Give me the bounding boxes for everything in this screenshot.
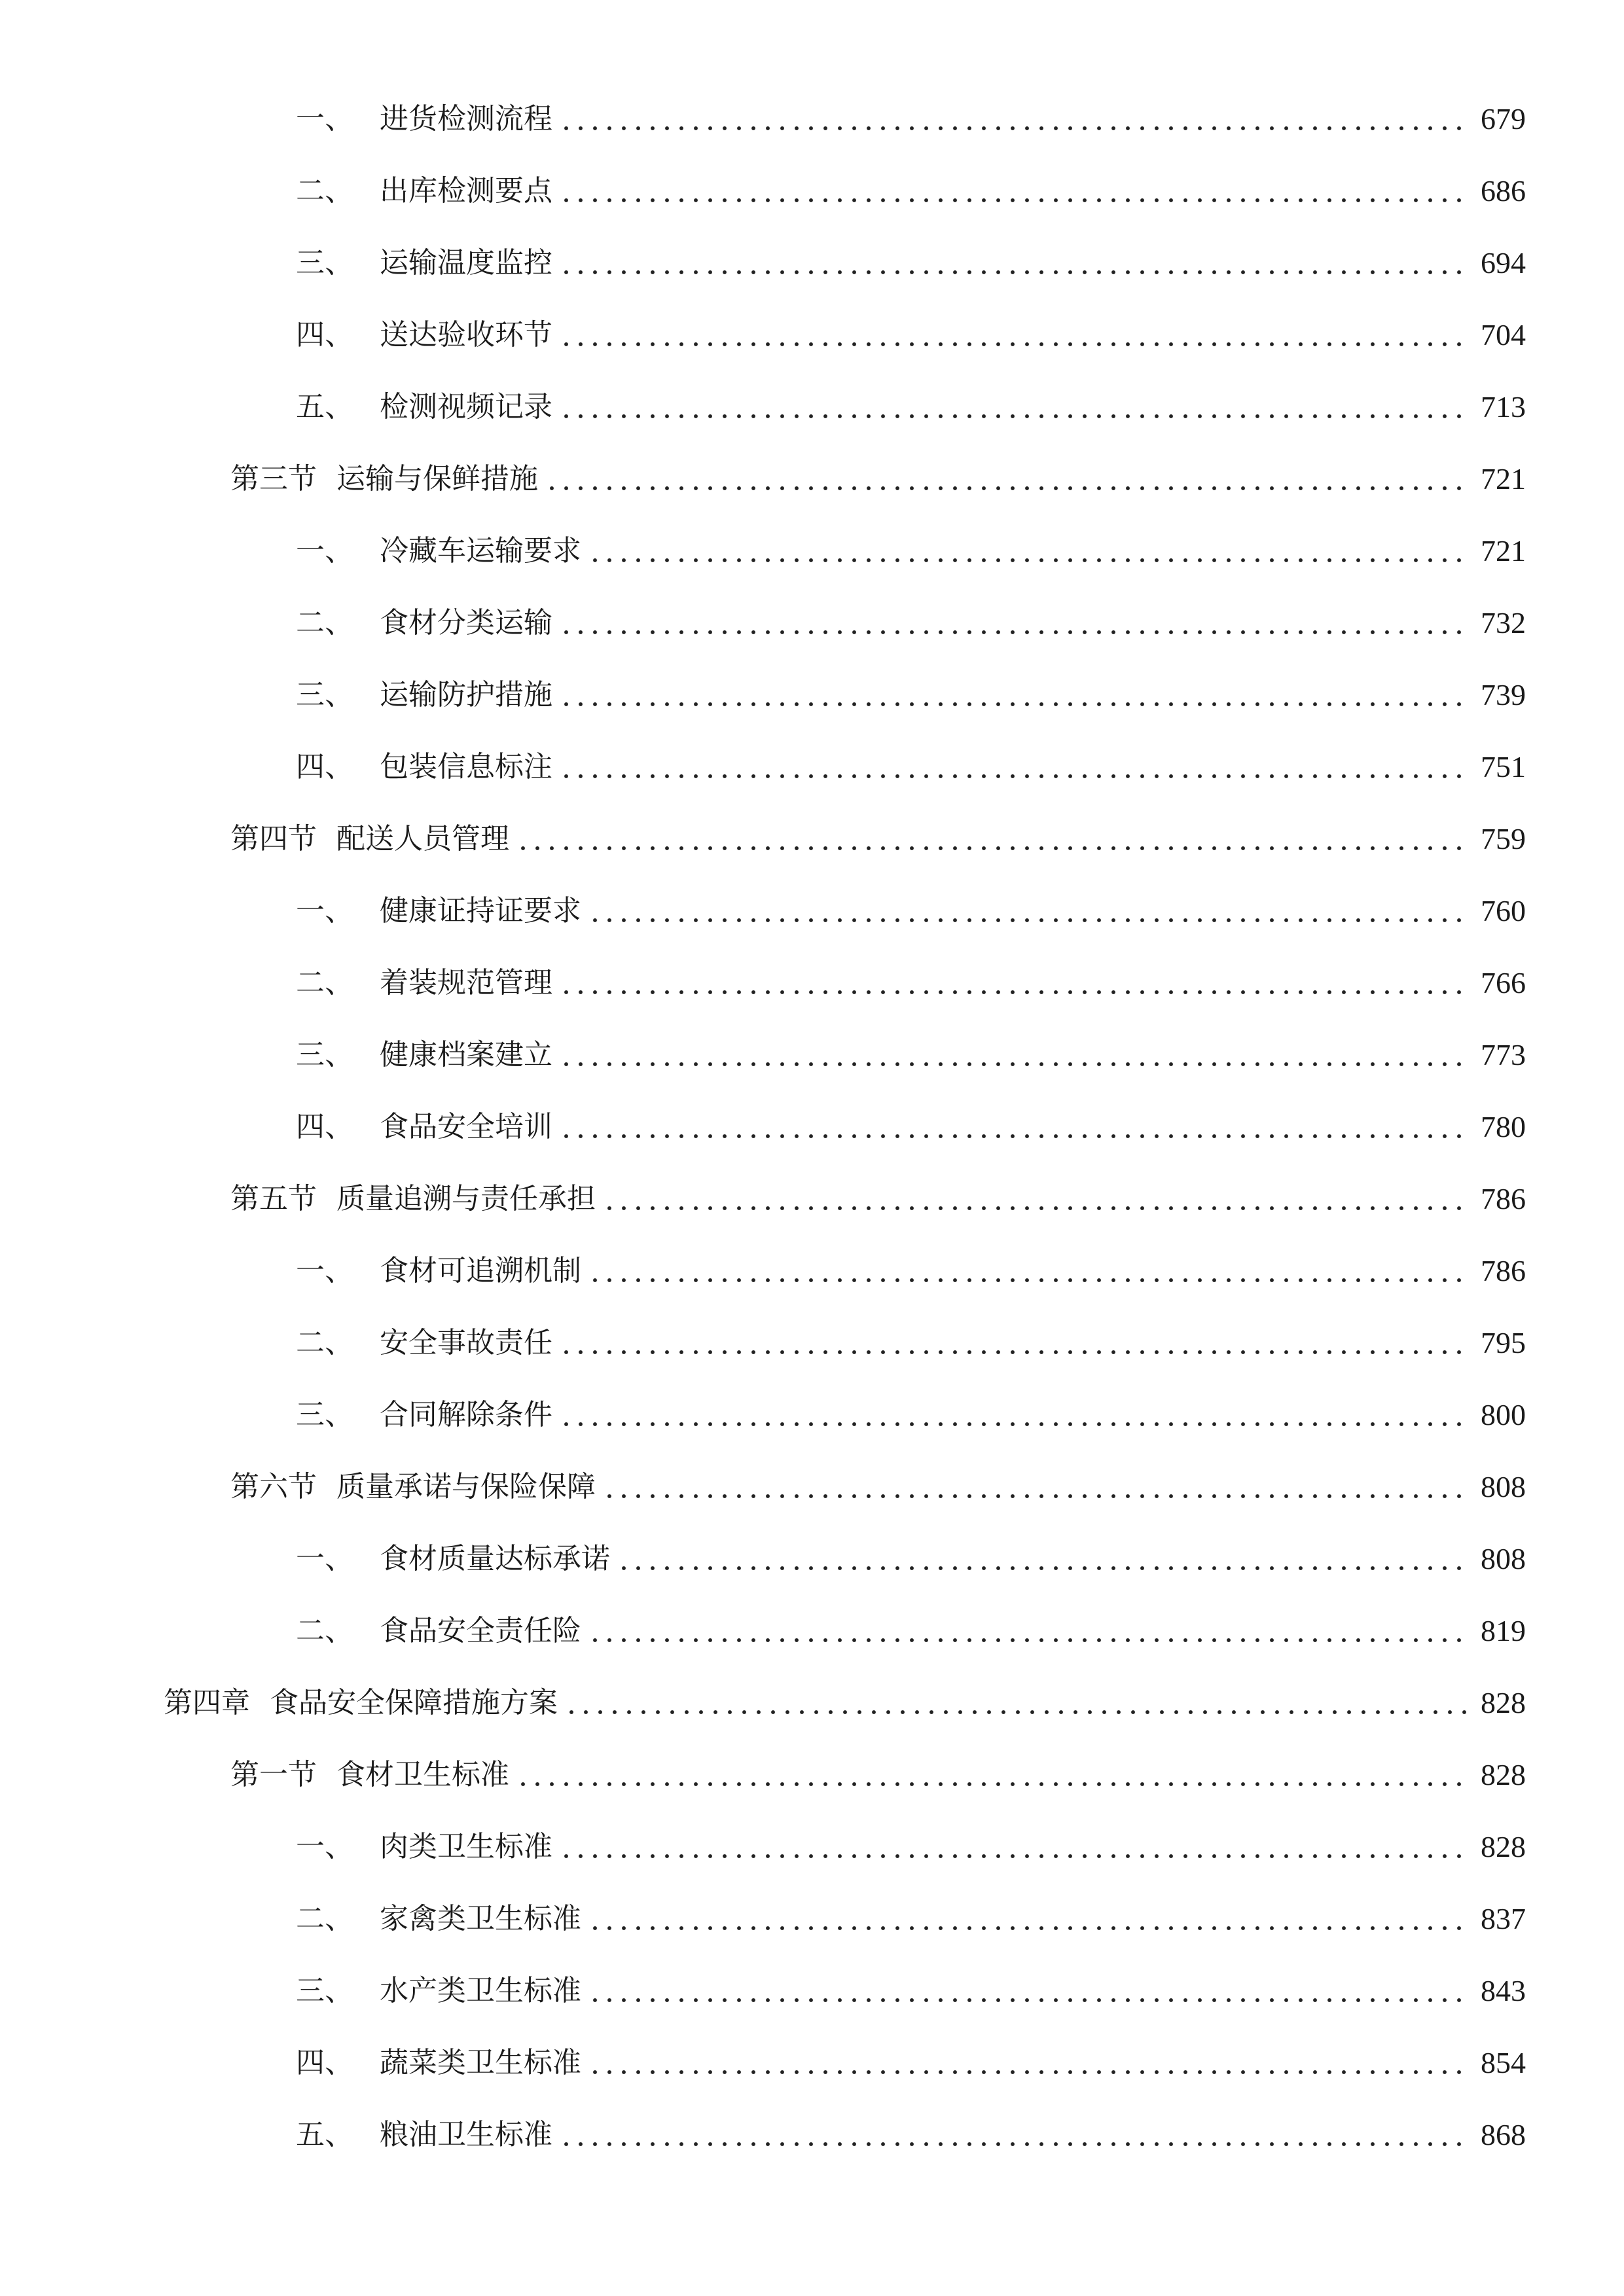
entry-title: 蔬菜类卫生标准 bbox=[380, 2046, 581, 2079]
toc-entry[interactable] bbox=[230, 1749, 1526, 1801]
toc-entry[interactable] bbox=[164, 1677, 1526, 1729]
dot-leader bbox=[559, 2109, 1471, 2161]
entry-page-number: 843 bbox=[1481, 1974, 1526, 2007]
entry-title: 健康档案建立 bbox=[380, 1038, 552, 1071]
entry-title: 运输温度监控 bbox=[380, 246, 552, 279]
dot-leader bbox=[564, 1677, 1471, 1729]
entry-number: 第六节 bbox=[230, 1470, 317, 1503]
entry-page-number: 760 bbox=[1481, 894, 1526, 927]
dot-leader bbox=[588, 1965, 1471, 2017]
entry-title: 合同解除条件 bbox=[380, 1398, 552, 1431]
entry-title: 食品安全保障措施方案 bbox=[270, 1686, 558, 1719]
entry-number: 三、 bbox=[296, 678, 353, 711]
entry-title: 冷藏车运输要求 bbox=[380, 534, 581, 567]
entry-title: 安全事故责任 bbox=[380, 1326, 552, 1359]
toc-entry[interactable] bbox=[296, 2109, 1526, 2161]
entry-title: 质量承诺与保险保障 bbox=[336, 1470, 596, 1503]
entry-number: 第四节 bbox=[230, 822, 317, 855]
entry-number: 四、 bbox=[296, 1110, 353, 1143]
toc-entry[interactable] bbox=[230, 1173, 1526, 1225]
entry-page-number: 808 bbox=[1481, 1542, 1526, 1575]
entry-number: 第四章 bbox=[164, 1686, 250, 1719]
dot-leader bbox=[588, 1605, 1471, 1657]
entry-number: 一、 bbox=[296, 534, 353, 567]
entry-title: 运输防护措施 bbox=[380, 678, 552, 711]
dot-leader bbox=[559, 741, 1471, 793]
entry-title: 食材可追溯机制 bbox=[380, 1254, 581, 1287]
dot-leader bbox=[559, 1389, 1471, 1441]
entry-page-number: 766 bbox=[1481, 966, 1526, 999]
entry-number: 五、 bbox=[296, 2118, 353, 2151]
entry-number: 二、 bbox=[296, 966, 353, 999]
dot-leader bbox=[559, 1821, 1471, 1873]
entry-number: 第五节 bbox=[230, 1182, 317, 1215]
toc-entry[interactable] bbox=[296, 165, 1526, 217]
entry-number: 四、 bbox=[296, 318, 353, 351]
dot-leader bbox=[559, 309, 1471, 361]
toc-entry[interactable] bbox=[296, 1893, 1526, 1945]
entry-page-number: 819 bbox=[1481, 1614, 1526, 1647]
entry-number: 一、 bbox=[296, 894, 353, 927]
toc-entry[interactable] bbox=[296, 525, 1526, 577]
entry-page-number: 780 bbox=[1481, 1110, 1526, 1143]
entry-title: 进货检测流程 bbox=[380, 102, 552, 135]
dot-leader bbox=[559, 237, 1471, 289]
entry-page-number: 828 bbox=[1481, 1758, 1526, 1791]
entry-page-number: 713 bbox=[1481, 390, 1526, 423]
toc-entry[interactable] bbox=[296, 1965, 1526, 2017]
entry-page-number: 732 bbox=[1481, 606, 1526, 639]
entry-title: 着装规范管理 bbox=[380, 966, 552, 999]
toc-entry[interactable] bbox=[296, 957, 1526, 1009]
entry-page-number: 800 bbox=[1481, 1398, 1526, 1431]
entry-number: 二、 bbox=[296, 606, 353, 639]
entry-number: 一、 bbox=[296, 1830, 353, 1863]
toc-entry[interactable] bbox=[296, 1821, 1526, 1873]
entry-number: 二、 bbox=[296, 1326, 353, 1359]
toc-entry[interactable] bbox=[296, 1389, 1526, 1441]
dot-leader bbox=[559, 1317, 1471, 1369]
dot-leader bbox=[559, 1029, 1471, 1081]
dot-leader bbox=[559, 597, 1471, 649]
entry-page-number: 694 bbox=[1481, 246, 1526, 279]
toc-entry[interactable] bbox=[296, 597, 1526, 649]
entry-page-number: 828 bbox=[1481, 1686, 1526, 1719]
entry-number: 三、 bbox=[296, 1038, 353, 1071]
entry-title: 食材质量达标承诺 bbox=[380, 1542, 610, 1575]
entry-title: 食品安全责任险 bbox=[380, 1614, 581, 1647]
entry-title: 食材分类运输 bbox=[380, 606, 552, 639]
toc-entry[interactable] bbox=[296, 2037, 1526, 2089]
entry-page-number: 808 bbox=[1481, 1470, 1526, 1503]
dot-leader bbox=[602, 1173, 1471, 1225]
entry-page-number: 686 bbox=[1481, 174, 1526, 207]
dot-leader bbox=[559, 165, 1471, 217]
entry-number: 三、 bbox=[296, 246, 353, 279]
toc-entry[interactable] bbox=[296, 1317, 1526, 1369]
entry-title: 粮油卫生标准 bbox=[380, 2118, 552, 2151]
entry-number: 第三节 bbox=[230, 462, 317, 495]
dot-leader bbox=[559, 93, 1471, 145]
entry-page-number: 721 bbox=[1481, 534, 1526, 567]
entry-page-number: 786 bbox=[1481, 1254, 1526, 1287]
entry-number: 一、 bbox=[296, 1254, 353, 1287]
toc-entry[interactable] bbox=[296, 309, 1526, 361]
toc-entry[interactable] bbox=[296, 1605, 1526, 1657]
dot-leader bbox=[559, 381, 1471, 433]
entry-title: 食材卫生标准 bbox=[336, 1758, 509, 1791]
dot-leader bbox=[588, 525, 1471, 577]
entry-title: 配送人员管理 bbox=[336, 822, 509, 855]
entry-number: 四、 bbox=[296, 750, 353, 783]
dot-leader bbox=[545, 453, 1471, 505]
entry-number: 一、 bbox=[296, 102, 353, 135]
dot-leader bbox=[588, 885, 1471, 937]
toc-entry[interactable] bbox=[230, 1461, 1526, 1513]
entry-page-number: 795 bbox=[1481, 1326, 1526, 1359]
dot-leader bbox=[559, 957, 1471, 1009]
dot-leader bbox=[559, 1101, 1471, 1153]
toc-entry[interactable] bbox=[296, 669, 1526, 721]
entry-title: 检测视频记录 bbox=[380, 390, 552, 423]
toc-entry[interactable] bbox=[296, 93, 1526, 145]
dot-leader bbox=[588, 1245, 1471, 1297]
entry-page-number: 868 bbox=[1481, 2118, 1526, 2151]
toc-entry[interactable] bbox=[296, 1245, 1526, 1297]
toc-entry[interactable] bbox=[296, 885, 1526, 937]
dot-leader bbox=[516, 813, 1471, 865]
entry-number: 二、 bbox=[296, 174, 353, 207]
dot-leader bbox=[602, 1461, 1471, 1513]
toc-entry[interactable] bbox=[296, 1101, 1526, 1153]
entry-page-number: 854 bbox=[1481, 2046, 1526, 2079]
entry-title: 健康证持证要求 bbox=[380, 894, 581, 927]
dot-leader bbox=[588, 2037, 1471, 2089]
entry-title: 送达验收环节 bbox=[380, 318, 552, 351]
entry-page-number: 751 bbox=[1481, 750, 1526, 783]
entry-page-number: 786 bbox=[1481, 1182, 1526, 1215]
entry-number: 四、 bbox=[296, 2046, 353, 2079]
entry-page-number: 739 bbox=[1481, 678, 1526, 711]
toc-entry[interactable] bbox=[296, 381, 1526, 433]
entry-number: 一、 bbox=[296, 1542, 353, 1575]
entry-page-number: 773 bbox=[1481, 1038, 1526, 1071]
entry-number: 三、 bbox=[296, 1398, 353, 1431]
entry-title: 肉类卫生标准 bbox=[380, 1830, 552, 1863]
entry-number: 第一节 bbox=[230, 1758, 317, 1791]
toc-entry[interactable] bbox=[296, 1029, 1526, 1081]
entry-title: 包装信息标注 bbox=[380, 750, 552, 783]
entry-title: 运输与保鲜措施 bbox=[336, 462, 538, 495]
entry-title: 水产类卫生标准 bbox=[380, 1974, 581, 2007]
entry-number: 五、 bbox=[296, 390, 353, 423]
toc-entry[interactable] bbox=[296, 741, 1526, 793]
entry-title: 食品安全培训 bbox=[380, 1110, 552, 1143]
dot-leader bbox=[516, 1749, 1471, 1801]
entry-number: 二、 bbox=[296, 1614, 353, 1647]
entry-number: 二、 bbox=[296, 1902, 353, 1935]
entry-page-number: 704 bbox=[1481, 318, 1526, 351]
entry-page-number: 828 bbox=[1481, 1830, 1526, 1863]
entry-title: 家禽类卫生标准 bbox=[380, 1902, 581, 1935]
dot-leader bbox=[588, 1893, 1471, 1945]
entry-page-number: 837 bbox=[1481, 1902, 1526, 1935]
toc-entry[interactable] bbox=[296, 1533, 1526, 1585]
entry-page-number: 759 bbox=[1481, 822, 1526, 855]
dot-leader bbox=[617, 1533, 1471, 1585]
dot-leader bbox=[559, 669, 1471, 721]
toc-entry[interactable] bbox=[230, 813, 1526, 865]
toc-entry[interactable] bbox=[296, 237, 1526, 289]
entry-number: 三、 bbox=[296, 1974, 353, 2007]
entry-title: 质量追溯与责任承担 bbox=[336, 1182, 596, 1215]
entry-title: 出库检测要点 bbox=[380, 174, 552, 207]
entry-page-number: 721 bbox=[1481, 462, 1526, 495]
entry-page-number: 679 bbox=[1481, 102, 1526, 135]
toc-entry[interactable] bbox=[230, 453, 1526, 505]
